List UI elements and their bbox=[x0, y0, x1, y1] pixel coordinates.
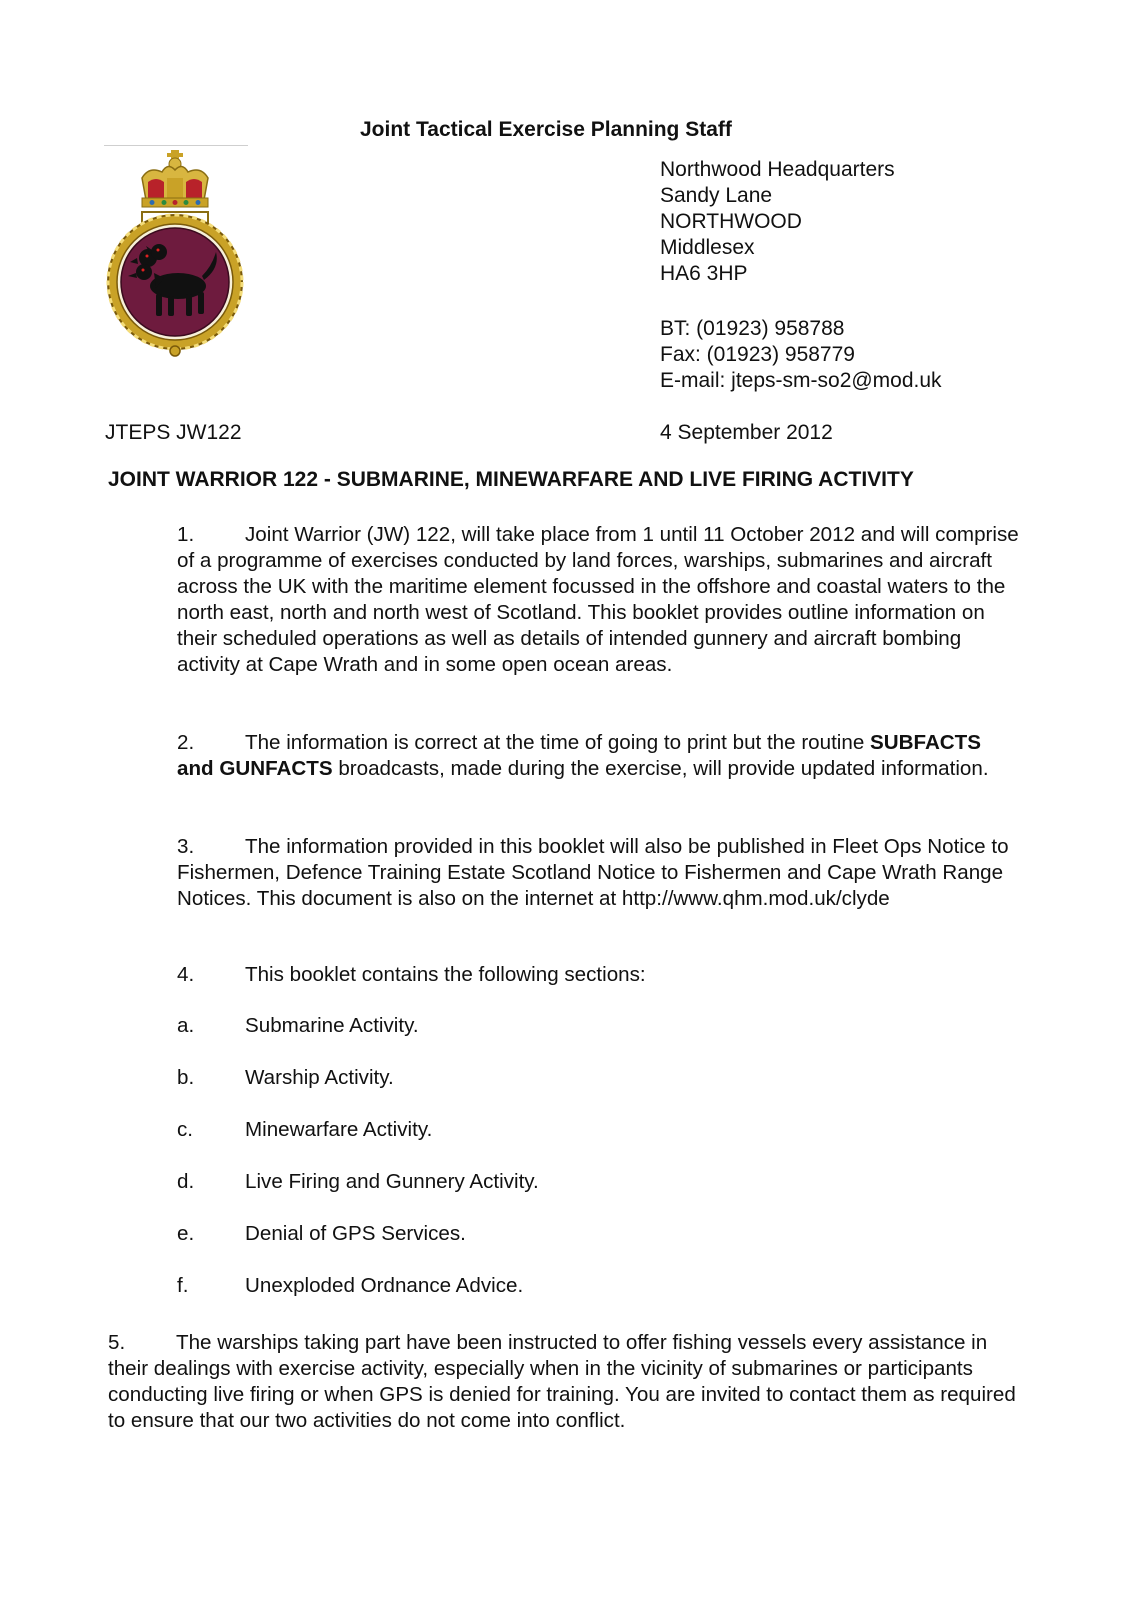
paragraph-number: 3. bbox=[177, 835, 195, 858]
paragraph-text: broadcasts, made during the exercise, will provide updated information. bbox=[338, 757, 989, 780]
section-text: Live Firing and Gunnery Activity. bbox=[245, 1170, 539, 1193]
crest-divider bbox=[104, 145, 248, 146]
section-item bbox=[177, 1066, 394, 1090]
section-item bbox=[177, 1014, 419, 1038]
section-letter: d. bbox=[177, 1170, 195, 1193]
section-item bbox=[177, 1222, 466, 1246]
paragraph-4 bbox=[177, 962, 1022, 988]
email-address: E-mail: jteps-sm-so2@mod.uk bbox=[660, 369, 942, 392]
section-text: Warship Activity. bbox=[245, 1066, 394, 1089]
address-line: Northwood Headquarters bbox=[660, 158, 895, 181]
section-text: Submarine Activity. bbox=[245, 1014, 419, 1037]
address-line: Middlesex bbox=[660, 236, 755, 259]
section-item bbox=[177, 1118, 432, 1142]
contact-block bbox=[660, 316, 942, 394]
paragraph-text: Joint Warrior (JW) 122, will take place from 1 until 11 October 2012 and will comprise of a programme of exercises conducted by land forces, warships, submarines and aircraft across the UK with the maritime element focussed in the offshore and coastal waters to the north east, north and north west of Scotland. This booklet provides outline information on their scheduled operations as well as details of intended gunnery and aircraft bombing activity at Cape Wrath and in some open ocean areas. bbox=[177, 523, 1019, 676]
jteps-crest-logo bbox=[104, 148, 250, 358]
paragraph-5 bbox=[108, 1330, 1018, 1434]
organisation-title: Joint Tactical Exercise Planning Staff bbox=[360, 118, 732, 141]
document-reference: JTEPS JW122 bbox=[105, 421, 242, 444]
section-letter: f. bbox=[177, 1274, 189, 1297]
paragraph-1 bbox=[177, 522, 1022, 678]
phone-number: BT: (01923) 958788 bbox=[660, 317, 845, 340]
section-letter: c. bbox=[177, 1118, 194, 1141]
document-date: 4 September 2012 bbox=[660, 421, 833, 444]
broadcast-names: SUBFACTS and GUNFACTS bbox=[177, 731, 981, 780]
paragraph-text: This booklet contains the following sections: bbox=[245, 963, 646, 986]
section-text: Minewarfare Activity. bbox=[245, 1118, 433, 1141]
paragraph-number: 4. bbox=[177, 963, 195, 986]
paragraph-text: The information is correct at the time of going to print but the routine bbox=[245, 731, 865, 754]
section-item bbox=[177, 1170, 539, 1194]
paragraph-2 bbox=[177, 730, 1022, 782]
section-letter: e. bbox=[177, 1222, 195, 1245]
paragraph-number: 1. bbox=[177, 523, 195, 546]
document-heading: JOINT WARRIOR 122 - SUBMARINE, MINEWARFARE AND LIVE FIRING ACTIVITY bbox=[108, 468, 914, 491]
fax-number: Fax: (01923) 958779 bbox=[660, 343, 855, 366]
paragraph-number: 5. bbox=[108, 1331, 126, 1354]
address-block bbox=[660, 157, 895, 287]
paragraph-3 bbox=[177, 834, 1022, 912]
address-line: Sandy Lane bbox=[660, 184, 773, 207]
section-letter: b. bbox=[177, 1066, 195, 1089]
crown-icon bbox=[142, 150, 208, 207]
section-text: Unexploded Ordnance Advice. bbox=[245, 1274, 524, 1297]
paragraph-text: The information provided in this booklet will also be published in Fleet Ops Notice to Fishermen, Defence Training Estate Scotland Notice to Fishermen and Cape Wrath Range Notices. This document is also on the internet at http://www.qhm.mod.uk/clyde bbox=[177, 835, 1009, 910]
paragraph-text: The warships taking part have been instructed to offer fishing vessels every assistance in their dealings with exercise activity, especially when in the vicinity of submarines or participants conducting live firing or when GPS is denied for training. You are invited to contact them as required to ensure that our two activities do not come into conflict. bbox=[108, 1331, 1016, 1432]
section-text: Denial of GPS Services. bbox=[245, 1222, 466, 1245]
address-line: NORTHWOOD bbox=[660, 210, 802, 233]
address-line: HA6 3HP bbox=[660, 262, 748, 285]
paragraph-number: 2. bbox=[177, 731, 195, 754]
section-item bbox=[177, 1274, 523, 1298]
section-letter: a. bbox=[177, 1014, 195, 1037]
